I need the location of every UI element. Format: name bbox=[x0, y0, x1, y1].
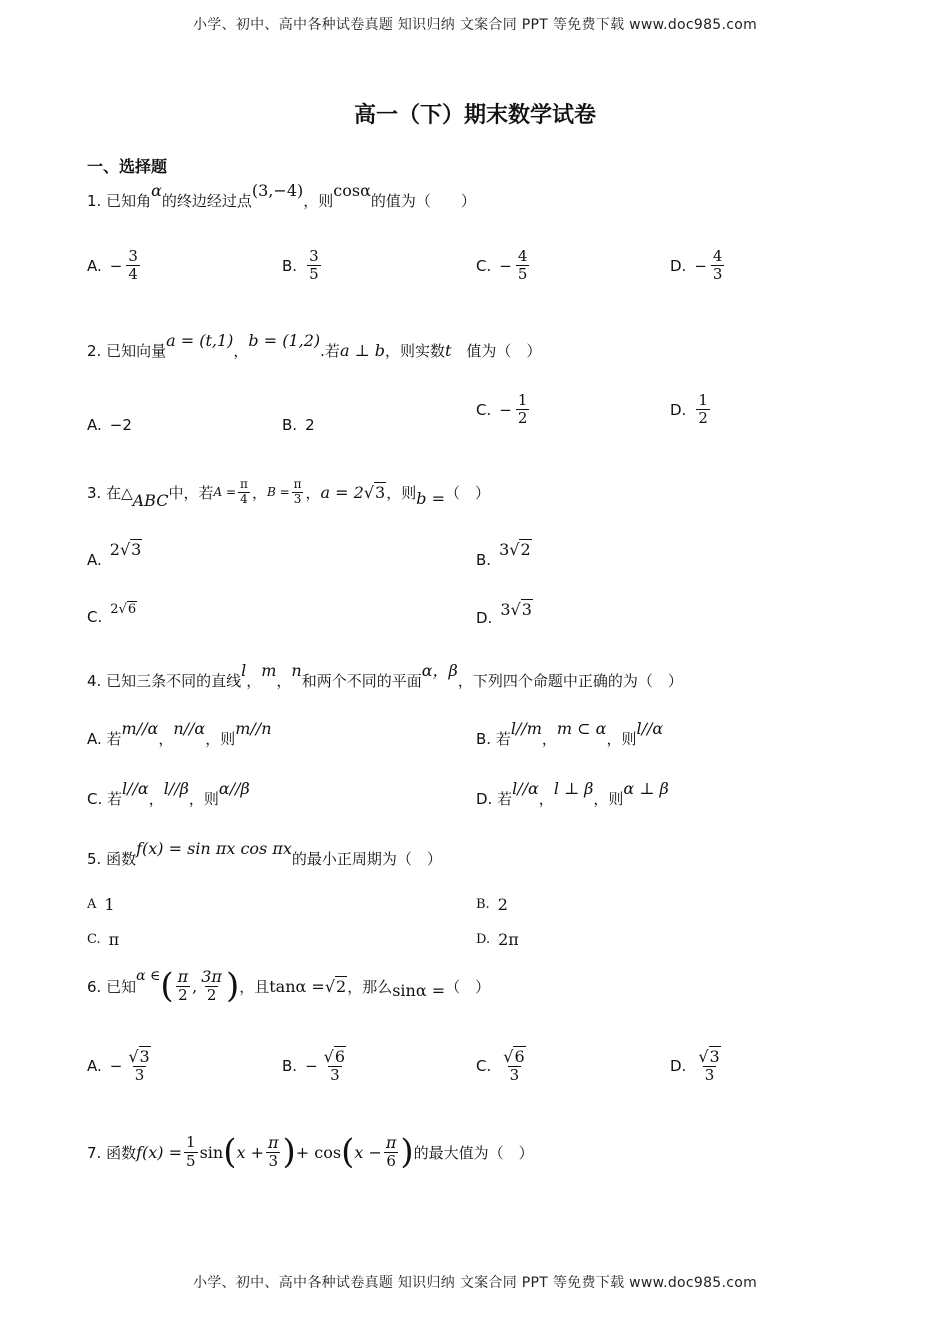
q6-option-b[interactable]: B. − $\frac{√6}{3}$ bbox=[282, 1047, 346, 1085]
q4-option-b[interactable]: B. 若l//m，m ⊂ α，则l//α bbox=[476, 719, 664, 748]
q1-option-d[interactable]: D. − $\frac{4}{3}$ bbox=[670, 247, 723, 284]
q6-option-c[interactable]: C. $\frac{√6}{3}$ bbox=[476, 1047, 525, 1085]
question-1: 1. 已知角α的终边经过点(3,−4)，则cosα的值为（ ） bbox=[87, 181, 476, 210]
q2-option-a[interactable]: A. −2 bbox=[87, 416, 132, 434]
q1-option-c[interactable]: C. − $\frac{4}{5}$ bbox=[476, 247, 528, 284]
question-7: 7. 函数 f(x) = $\frac{1}{5}$ sin ( x + $\frac{\pi}{3}$ ) + cos ( x − $\frac{\pi}{6}$ ) 的最大值为（ ） bbox=[87, 1132, 534, 1172]
section-heading: 一、选择题 bbox=[87, 157, 168, 176]
q3-option-c[interactable]: C. 2√6 bbox=[87, 601, 137, 626]
question-3: 3. 在△ ABC 中，若 A = $\frac{\pi}{4}$ ， B = $\frac{\pi}{3}$ ， a = 2 √3 ，则 b = （ ） bbox=[87, 477, 490, 510]
q2-perp: a ⊥ b bbox=[339, 341, 385, 360]
q3-option-a[interactable]: A. 2√3 bbox=[87, 540, 142, 569]
q5-option-d[interactable]: D. 2π bbox=[476, 930, 519, 949]
q2-option-d[interactable]: D. $\frac{1}{2}$ bbox=[670, 391, 708, 428]
q5-option-b[interactable]: B. 2 bbox=[476, 895, 508, 914]
q2-vector-b: b = (1,2) bbox=[248, 331, 321, 350]
q1-alpha: α bbox=[151, 181, 162, 200]
q1-option-b[interactable]: B. $\frac{3}{5}$ bbox=[282, 247, 319, 284]
q5-function: f(x) = sin πx cos πx bbox=[136, 839, 292, 858]
q1-option-a[interactable]: A. − $\frac{3}{4}$ bbox=[87, 247, 138, 284]
q5-option-c[interactable]: C. π bbox=[87, 930, 120, 949]
q1-point: (3,−4) bbox=[251, 181, 304, 200]
footer-banner: 小学、初中、高中各种试卷真题 知识归纳 文案合同 PPT 等免费下载 www.doc985.com bbox=[192, 1275, 758, 1291]
question-5: 5. 函数f(x) = sin πx cos πx的最小正周期为（ ） bbox=[87, 839, 442, 868]
q5-option-a[interactable]: A 1 bbox=[87, 895, 115, 914]
question-6: 6. 已知 α ∈ ( $\frac{\pi}{2}$ , $\frac{3\pi}{2}$ ) ，且 tanα = √2 ，那么 sinα = （ ） bbox=[87, 966, 491, 1006]
q2-option-b[interactable]: B. 2 bbox=[282, 416, 315, 434]
q4-option-d[interactable]: D. 若l//α，l ⊥ β，则α ⊥ β bbox=[476, 779, 669, 808]
question-4: 4. 已知三条不同的直线l，m，n和两个不同的平面α，β，下列四个命题中正确的为（ ） bbox=[87, 661, 683, 690]
q6-option-d[interactable]: D. $\frac{√3}{3}$ bbox=[670, 1047, 720, 1085]
page-title: 高一（下）期末数学试卷 bbox=[353, 103, 596, 128]
q2-vector-a: a = (t,1) bbox=[166, 331, 234, 350]
q3-option-d[interactable]: D. 3√3 bbox=[476, 600, 532, 627]
q6-option-a[interactable]: A. − $\frac{√3}{3}$ bbox=[87, 1047, 150, 1085]
q4-option-a[interactable]: A. 若m//α，n//α，则m//n bbox=[87, 719, 272, 748]
q4-option-c[interactable]: C. 若l//α，l//β，则α//β bbox=[87, 779, 250, 808]
question-2: 2. 已知向量a = (t,1)，b = (1,2).若a ⊥ b，则实数t 值为（ ） bbox=[87, 331, 542, 360]
header-banner: 小学、初中、高中各种试卷真题 知识归纳 文案合同 PPT 等免费下载 www.doc985.com bbox=[192, 17, 758, 33]
q3-option-b[interactable]: B. 3√2 bbox=[476, 540, 531, 569]
q1-cos: cosα bbox=[333, 181, 371, 200]
q2-option-c[interactable]: C. − $\frac{1}{2}$ bbox=[476, 391, 528, 428]
